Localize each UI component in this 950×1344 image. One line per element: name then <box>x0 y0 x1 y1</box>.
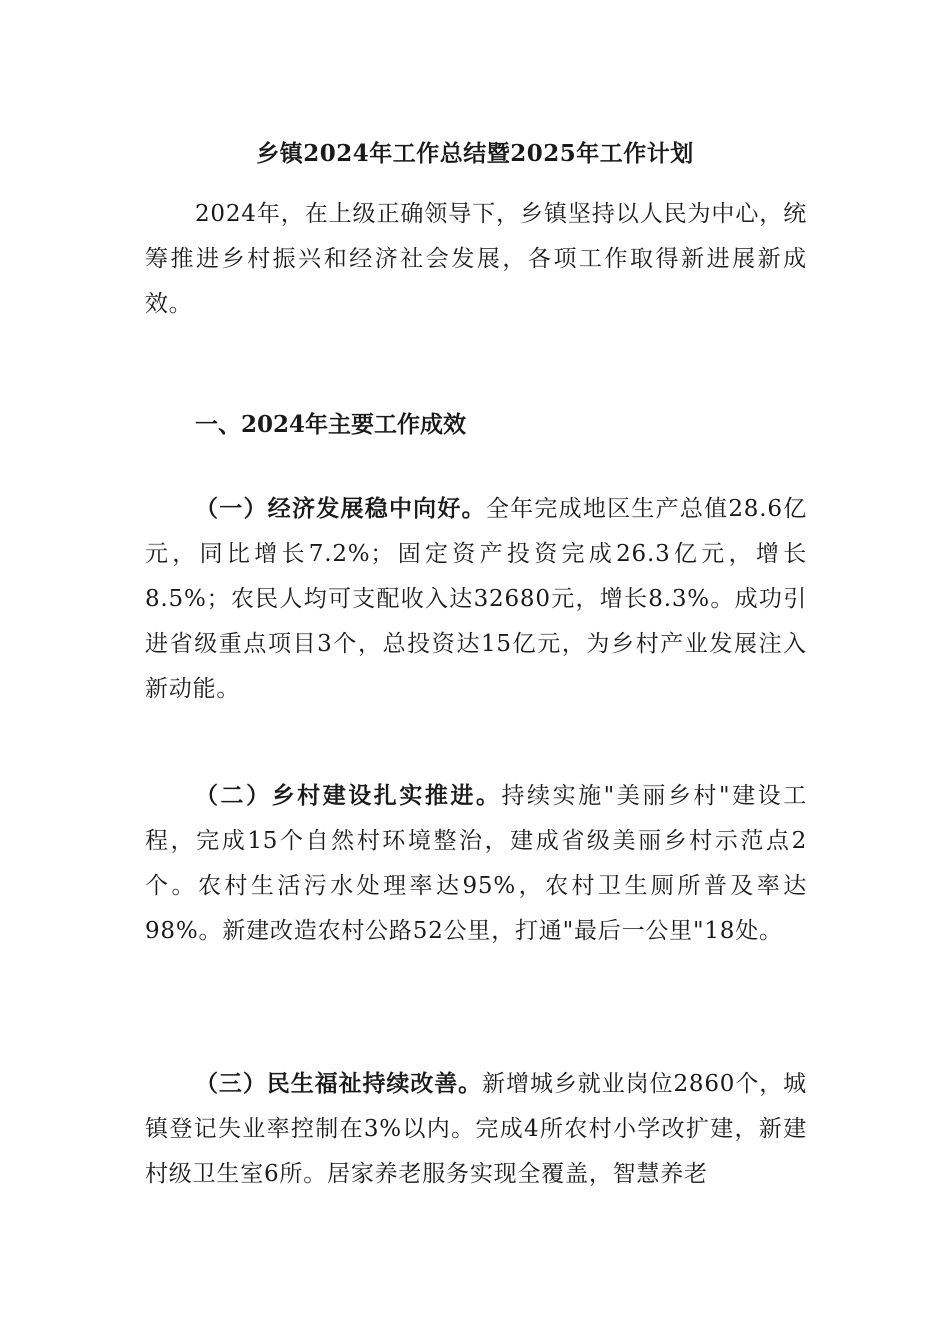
subsection-lead: （二）乡村建设扎实推进。 <box>195 782 502 809</box>
subsection-rural-construction <box>145 773 807 954</box>
subsection-lead: （一）经济发展稳中向好。 <box>195 495 486 522</box>
section-heading: 一、2024年主要工作成效 <box>195 411 467 438</box>
subsection-body: 持续实施"美丽乡村"建设工程，完成15个自然村环境整治，建成省级美丽乡村示范点2个。农村生活污水处理率达95%，农村卫生厕所普及率达98%。新建改造农村公路52公里，打通"最后一公里"18处。 <box>145 783 807 944</box>
document-title: 乡镇2024年工作总结暨2025年工作计划 <box>256 140 694 167</box>
intro-paragraph: 2024年，在上级正确领导下，乡镇坚持以人民为中心，统筹推进乡村振兴和经济社会发展，各项工作取得新进展新成效。 <box>145 201 807 317</box>
subsection-lead: （三）民生福祉持续改善。 <box>195 1070 483 1097</box>
subsection-body: 全年完成地区生产总值28.6亿元，同比增长7.2%；固定资产投资完成26.3亿元，增长8.5%；农民人均可支配收入达32680元，增长8.3%。成功引进省级重点项目3个，总投资达15亿元，为乡村产业发展注入新动能。 <box>145 496 807 702</box>
subsection-livelihood <box>145 1061 807 1197</box>
subsection-economy <box>145 486 807 712</box>
subsection-body: 新增城乡就业岗位2860个，城镇登记失业率控制在3%以内。完成4所农村小学改扩建，新建村级卫生室6所。居家养老服务实现全覆盖，智慧养老 <box>145 1071 807 1187</box>
